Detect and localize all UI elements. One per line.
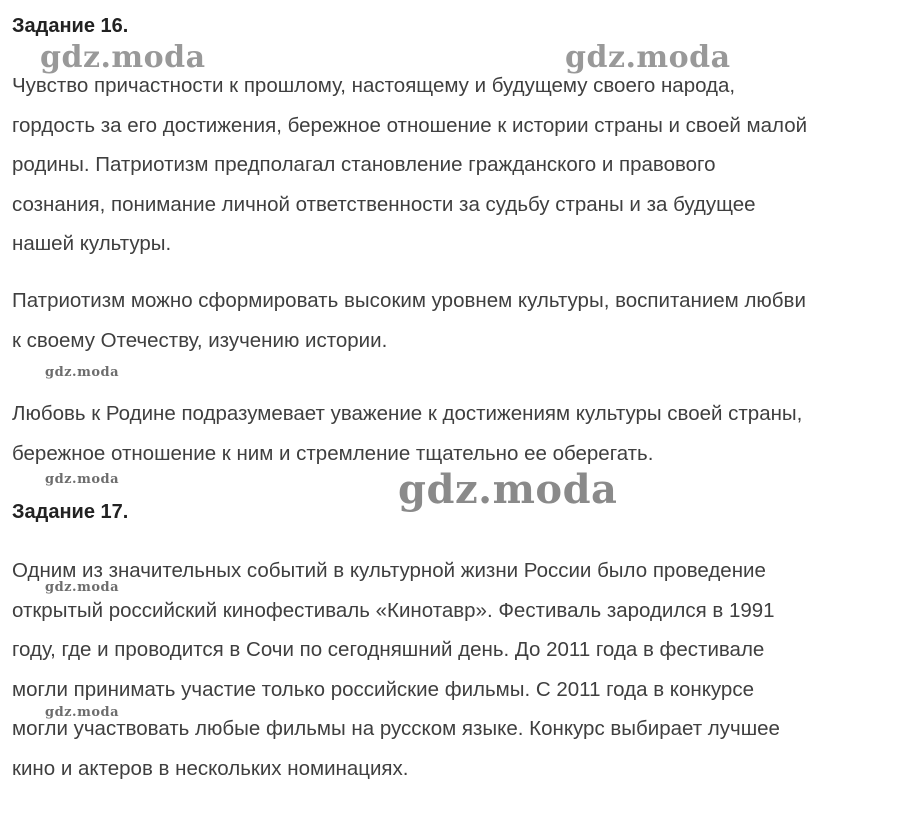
text-line: Патриотизм можно сформировать высоким уровнем культуры, воспитанием любви (12, 289, 806, 312)
task-17-paragraph-1 (12, 551, 912, 788)
text-line: Любовь к Родине подразумевает уважение к достижениям культуры своей страны, (12, 402, 803, 425)
watermark-logo: gdz.moda (45, 365, 120, 380)
watermark-logo: gdz.moda (45, 705, 120, 720)
text-line: к своему Отечеству, изучению истории. (12, 328, 388, 352)
text-line: Одним из значительных событий в культурной жизни России было проведение (12, 559, 766, 582)
text-line: могли принимать участие только российские фильмы. С 2011 года в конкурсе (12, 677, 754, 701)
text-line: кино и актеров в нескольких номинациях. (12, 756, 409, 780)
watermark-logo: gdz.moda (45, 580, 120, 595)
text-line: гордость за его достижения, бережное отношение к истории страны и своей малой (12, 113, 808, 137)
text-line: бережное отношение к ним и стремление тщательно ее оберегать. (12, 441, 654, 465)
watermark-logo: gdz.moda (565, 40, 731, 75)
text-line: сознания, понимание личной ответственности за судьбу страны и за будущее (12, 192, 756, 216)
text-line: родины. Патриотизм предполагал становление гражданского и правового (12, 153, 716, 176)
task-16-paragraph-1 (12, 66, 912, 264)
watermark-logo: gdz.moda (45, 472, 120, 487)
task-17-title: Задание 17. (12, 501, 129, 523)
watermark-logo: gdz.moda (40, 40, 206, 75)
text-line: могли участвовать любые фильмы на русском языке. Конкурс выбирает лучшее (12, 717, 780, 740)
text-line: открытый российский кинофестиваль «Кинотавр». Фестиваль зародился в 1991 (12, 598, 775, 622)
text-line: Чувство причастности к прошлому, настоящему и будущему своего народа, (12, 74, 736, 97)
text-line: году, где и проводится в Сочи по сегодняшний день. До 2011 года в фестивале (12, 638, 765, 661)
task-16-paragraph-2 (12, 281, 912, 360)
task-16-title: Задание 16. (12, 15, 129, 37)
text-line: нашей культуры. (12, 232, 172, 255)
task-16-paragraph-3 (12, 394, 912, 473)
watermark-logo: gdz.moda (398, 466, 618, 513)
